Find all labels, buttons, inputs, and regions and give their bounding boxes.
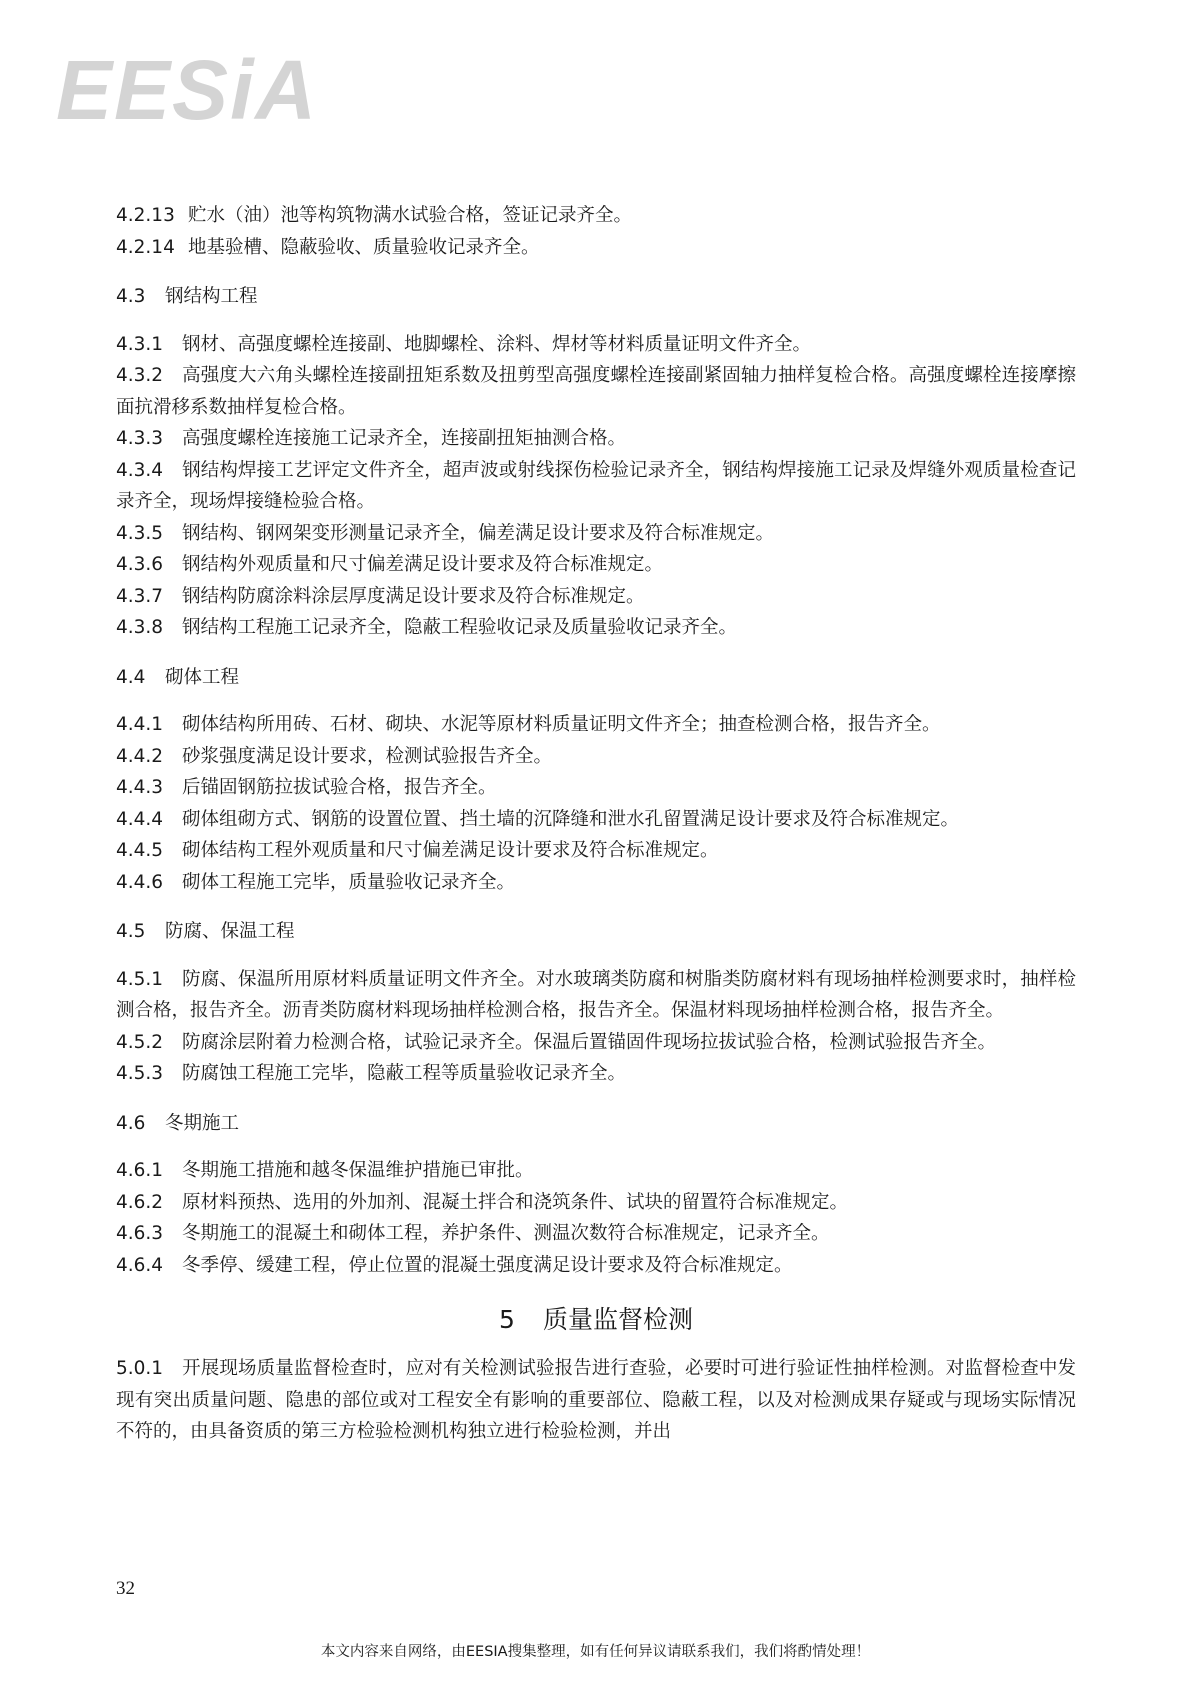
chapter-number: 5	[499, 1305, 515, 1334]
clause-number: 4.2.14	[116, 236, 175, 258]
clause-4-3-8	[116, 612, 1076, 644]
clause-4-4-4	[116, 804, 1076, 836]
clause-text: 贮水（油）池等构筑物满水试验合格，签证记录齐全。	[188, 205, 633, 226]
clause-text: 高强度螺栓连接施工记录齐全，连接副扭矩抽测合格。	[182, 428, 627, 449]
clause-number: 4.3.6	[116, 554, 164, 575]
clause-number: 4.3.2	[116, 365, 164, 386]
section-heading-4-3	[116, 281, 1076, 313]
clause-4-6-1	[116, 1155, 1076, 1187]
clause-number: 4.6.1	[116, 1160, 164, 1181]
chapter-heading	[116, 1303, 1076, 1337]
clause-text: 钢结构防腐涂料涂层厚度满足设计要求及符合标准规定。	[182, 585, 645, 607]
clause-text: 砌体工程施工完毕，质量验收记录齐全。	[182, 871, 516, 893]
clause-text: 砂浆强度满足设计要求，检测试验报告齐全。	[182, 745, 553, 767]
section-heading-4-5	[116, 916, 1076, 948]
clause-text: 钢结构、钢网架变形测量记录齐全，偏差满足设计要求及符合标准规定。	[182, 522, 775, 544]
clause-4-3-6	[116, 549, 1076, 581]
section-number: 4.3	[116, 286, 146, 307]
clause-number: 4.6.3	[116, 1223, 164, 1244]
clause-4-6-3	[116, 1218, 1076, 1250]
clause-text: 后锚固钢筋拉拔试验合格，报告齐全。	[182, 777, 497, 798]
section-number: 4.4	[116, 666, 146, 688]
section-title: 砌体工程	[165, 666, 240, 688]
clause-4-4-1	[116, 709, 1076, 741]
clause-4-3-3	[116, 423, 1076, 455]
clause-text: 冬季停、缓建工程，停止位置的混凝土强度满足设计要求及符合标准规定。	[182, 1254, 793, 1276]
section-heading-4-4	[116, 662, 1076, 694]
clause-4-3-4	[116, 455, 1076, 518]
section-heading-4-6	[116, 1108, 1076, 1140]
clause-4-5-1	[116, 964, 1076, 1027]
clause-text: 地基验槽、隐蔽验收、质量验收记录齐全。	[188, 236, 540, 258]
clause-4-3-2	[116, 360, 1076, 423]
section-number: 4.6	[116, 1112, 146, 1134]
clause-4-3-1	[116, 329, 1076, 361]
clause-number: 4.4.5	[116, 840, 164, 861]
clause-number: 4.3.4	[116, 459, 164, 481]
section-title: 钢结构工程	[165, 286, 258, 307]
clause-4-3-5	[116, 518, 1076, 550]
clause-number: 5.0.1	[116, 1358, 164, 1379]
clause-number: 4.3.3	[116, 428, 164, 449]
clause-number: 4.4.3	[116, 777, 164, 798]
clause-text: 钢结构焊接工艺评定文件齐全，超声波或射线探伤检验记录齐全，钢结构焊接施工记录及焊缝外观质量检查记录齐全，现场焊接缝检验合格。	[116, 459, 1076, 512]
clause-4-6-4	[116, 1250, 1076, 1282]
clause-number: 4.6.2	[116, 1191, 164, 1213]
clause-text: 开展现场质量监督检查时，应对有关检测试验报告进行查验，必要时可进行验证性抽样检测。对监督检查中发现有突出质量问题、隐患的部位或对工程安全有影响的重要部位、隐蔽工程，以及对检测成果存疑或与现场实际情况不符的，由具备资质的第三方检验检测机构独立进行检验检测，并出	[116, 1358, 1076, 1442]
eesia-logo: EESiA	[56, 43, 319, 137]
section-title: 冬期施工	[165, 1112, 240, 1134]
footer-disclaimer: 本文内容来自网络，由EESIA搜集整理，如有任何异议请联系我们，我们将酌情处理！	[320, 1644, 871, 1660]
clause-text: 防腐、保温所用原材料质量证明文件齐全。对水玻璃类防腐和树脂类防腐材料有现场抽样检测要求时，抽样检测合格，报告齐全。沥青类防腐材料现场抽样检测合格，报告齐全。保温材料现场抽样检测合格，报告齐全。	[116, 968, 1076, 1021]
clause-text: 冬期施工措施和越冬保温维护措施已审批。	[182, 1160, 534, 1181]
clause-4-2-14	[116, 232, 1076, 264]
clause-4-5-2	[116, 1027, 1076, 1059]
clause-text: 冬期施工的混凝土和砌体工程，养护条件、测温次数符合标准规定，记录齐全。	[182, 1223, 830, 1244]
clause-text: 砌体组砌方式、钢筋的设置位置、挡土墙的沉降缝和泄水孔留置满足设计要求及符合标准规定。	[182, 808, 960, 830]
section-number: 4.5	[116, 921, 146, 942]
clause-number: 4.2.13	[116, 205, 175, 226]
clause-text: 防腐蚀工程施工完毕，隐蔽工程等质量验收记录齐全。	[182, 1063, 627, 1084]
clause-number: 4.6.4	[116, 1254, 164, 1276]
clause-number: 4.3.5	[116, 522, 164, 544]
clause-4-4-6	[116, 867, 1076, 899]
clause-number: 4.3.7	[116, 585, 164, 607]
clause-4-2-13	[116, 200, 1076, 232]
clause-number: 4.4.6	[116, 871, 164, 893]
clause-4-6-2	[116, 1187, 1076, 1219]
clause-4-4-2	[116, 741, 1076, 773]
document-body	[116, 200, 1076, 1448]
clause-number: 4.4.1	[116, 714, 164, 735]
clause-number: 4.3.8	[116, 617, 164, 638]
clause-number: 4.5.1	[116, 968, 164, 990]
clause-text: 原材料预热、选用的外加剂、混凝土拌合和浇筑条件、试块的留置符合标准规定。	[182, 1191, 849, 1213]
clause-4-3-7	[116, 581, 1076, 613]
clause-number: 4.4.4	[116, 808, 164, 830]
clause-text: 砌体结构所用砖、石材、砌块、水泥等原材料质量证明文件齐全；抽查检测合格，报告齐全。	[182, 714, 941, 735]
clause-text: 钢结构外观质量和尺寸偏差满足设计要求及符合标准规定。	[182, 554, 664, 575]
clause-text: 钢材、高强度螺栓连接副、地脚螺栓、涂料、焊材等材料质量证明文件齐全。	[182, 333, 812, 355]
clause-text: 高强度大六角头螺栓连接副扭矩系数及扭剪型高强度螺栓连接副紧固轴力抽样复检合格。高强度螺栓连接摩擦面抗滑移系数抽样复检合格。	[116, 365, 1076, 418]
clause-4-4-3	[116, 772, 1076, 804]
clause-4-4-5	[116, 835, 1076, 867]
clause-5-0-1	[116, 1353, 1076, 1448]
clause-number: 4.5.2	[116, 1031, 164, 1053]
clause-number: 4.3.1	[116, 333, 164, 355]
chapter-title: 质量监督检测	[542, 1305, 693, 1334]
clause-number: 4.4.2	[116, 745, 164, 767]
clause-4-5-3	[116, 1058, 1076, 1090]
clause-text: 砌体结构工程外观质量和尺寸偏差满足设计要求及符合标准规定。	[182, 840, 719, 861]
clause-text: 钢结构工程施工记录齐全，隐蔽工程验收记录及质量验收记录齐全。	[182, 617, 738, 638]
clause-number: 4.5.3	[116, 1063, 164, 1084]
clause-text: 防腐涂层附着力检测合格，试验记录齐全。保温后置锚固件现场拉拔试验合格，检测试验报告齐全。	[182, 1031, 997, 1053]
page-number: 32	[116, 1578, 135, 1599]
section-title: 防腐、保温工程	[165, 921, 295, 942]
